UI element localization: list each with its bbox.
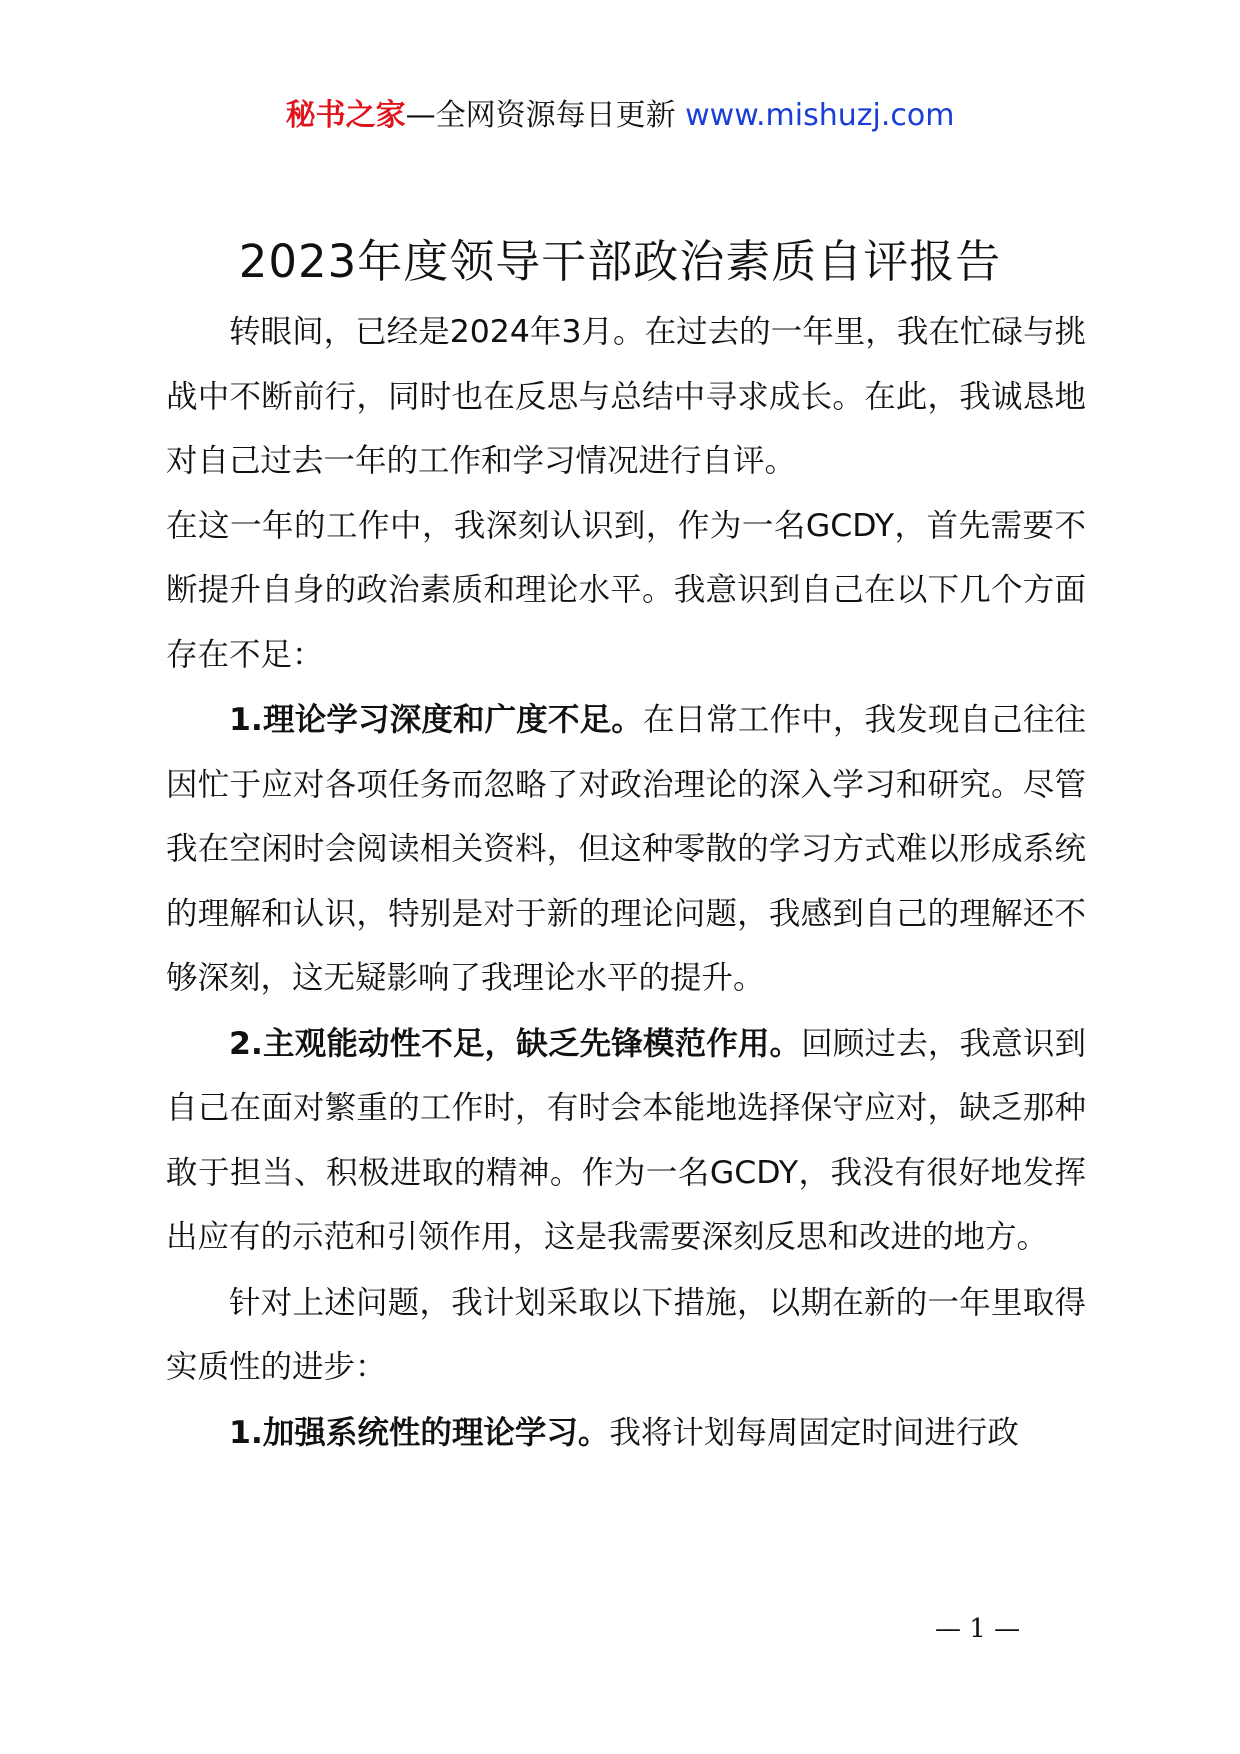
site-name: 秘书之家 xyxy=(285,98,406,133)
intro-paragraph: 转眼间，已经是2024年3月。在过去的一年里，我在忙碌与挑战中不断前行，同时也在反思与总结中寻求成长。在此，我诚恳地对自己过去一年的工作和学习情况进行自评。 xyxy=(166,314,1086,479)
site-url-link[interactable]: www.mishuzj.com xyxy=(685,98,955,133)
measure-1-paragraph xyxy=(166,1401,1086,1466)
awareness-paragraph: 在这一年的工作中，我深刻认识到，作为一名GCDY，首先需要不断提升自身的政治素质和理论水平。我意识到自己在以下几个方面存在不足： xyxy=(166,507,1086,673)
page-number: — 1 — xyxy=(935,1614,1021,1644)
shortcoming-1-heading: 1.理论学习深度和广度不足。 xyxy=(229,702,643,738)
shortcoming-2-paragraph xyxy=(166,1012,1086,1270)
measure-1-heading: 1.加强系统性的理论学习。 xyxy=(229,1414,610,1451)
shortcoming-1-paragraph xyxy=(166,688,1086,1011)
measures-intro-paragraph: 针对上述问题，我计划采取以下措施，以期在新的一年里取得实质性的进步： xyxy=(166,1284,1086,1385)
document-title: 2023年度领导干部政治素质自评报告 xyxy=(238,235,1002,288)
site-header xyxy=(0,96,1240,136)
shortcoming-1-text: 在日常工作中，我发现自己往往因忙于应对各项任务而忽略了对政治理论的深入学习和研究。尽管我在空闲时会阅读相关资料，但这种零散的学习方式难以形成系统的理解和认识，特别是对于新的理论问题，我感到自己的理解还不够深刻，这无疑影响了我理论水平的提升。 xyxy=(166,702,1086,996)
shortcoming-2-text: 回顾过去，我意识到自己在面对繁重的工作时，有时会本能地选择保守应对，缺乏那种敢于担当、积极进取的精神。作为一名GCDY，我没有很好地发挥出应有的示范和引领作用，这是我需要深刻反思和改进的地方。 xyxy=(166,1025,1086,1255)
document-body xyxy=(166,300,1086,1465)
measure-1-text: 我将计划每周固定时间进行政 xyxy=(609,1414,1019,1451)
shortcoming-2-heading: 2.主观能动性不足，缺乏先锋模范作用。 xyxy=(229,1025,802,1062)
site-tagline: —全网资源每日更新 xyxy=(405,98,676,133)
